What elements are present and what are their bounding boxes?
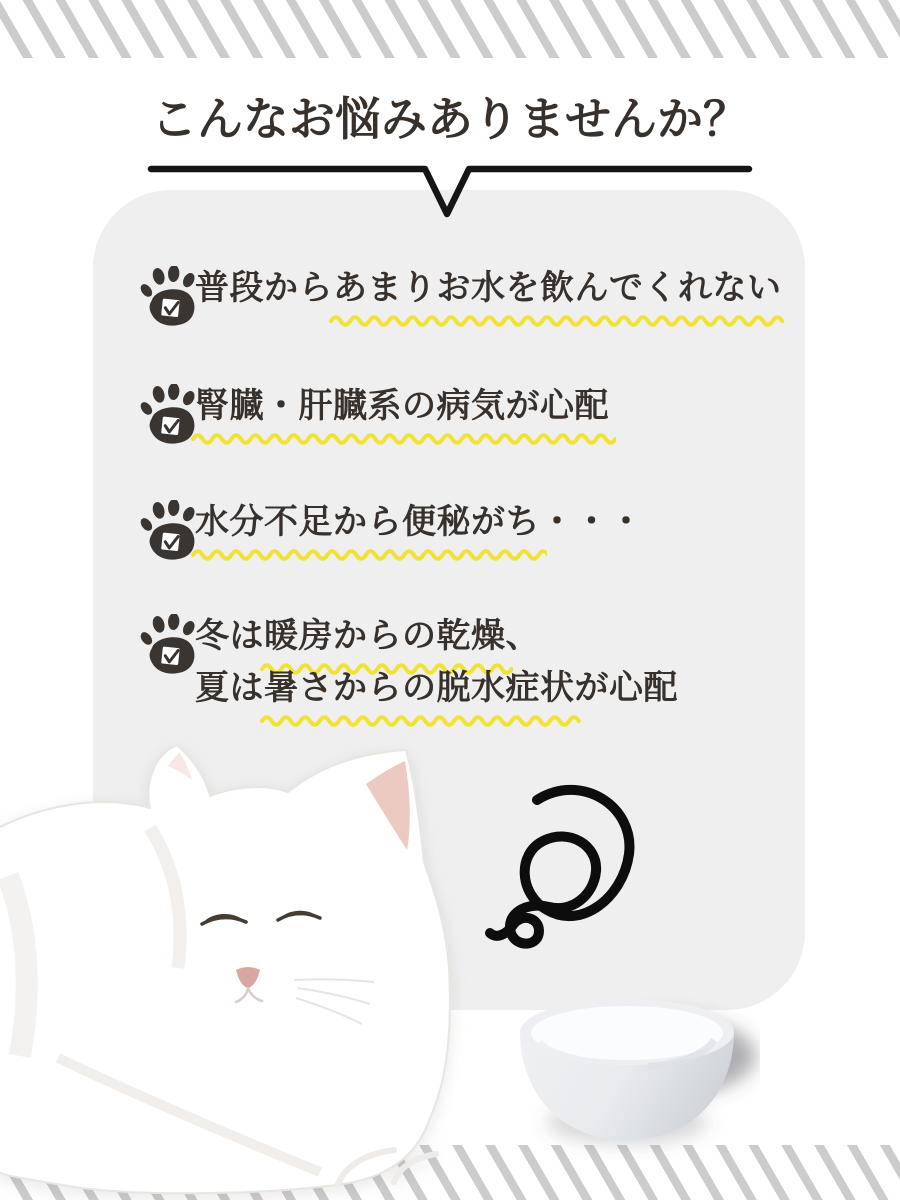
wavy-underline: [328, 313, 789, 329]
plain-text: 、: [505, 616, 540, 656]
speech-pointer-line: [147, 163, 753, 221]
paw-check-icon: [137, 266, 201, 330]
white-cat-photo: [0, 736, 463, 1200]
plain-text: が心配: [574, 668, 678, 708]
concern-text: [195, 496, 644, 548]
emphasized-text: 暑さからの脱水症状: [264, 668, 575, 708]
concern-text: [195, 262, 782, 314]
confusion-scribble-icon: [485, 778, 655, 963]
concern-item: [137, 496, 644, 564]
concern-text: [195, 380, 609, 432]
concern-item: [137, 262, 782, 330]
white-water-bowl: [500, 990, 760, 1160]
emphasized-text: 暖房からの乾燥: [264, 616, 506, 656]
wavy-underline: [190, 431, 616, 447]
concern-text: [195, 610, 678, 714]
plain-text: 冬は: [195, 616, 264, 656]
plain-text: 夏は: [195, 668, 264, 708]
plain-text: ・・・: [540, 502, 644, 542]
concern-item: [137, 610, 678, 714]
wavy-underline: [190, 547, 547, 563]
plain-text: 普段から: [195, 268, 333, 308]
emphasized-text: あまりお水を飲んでくれない: [333, 268, 782, 308]
concern-item: [137, 380, 609, 448]
page-title: こんなお悩みありませんか？: [151, 92, 749, 146]
top-stripe-band: [0, 0, 900, 58]
paw-check-icon: [137, 384, 201, 448]
paw-check-icon: [137, 500, 201, 564]
emphasized-text: 水分不足から便秘がち: [195, 502, 540, 542]
paw-check-icon: [137, 614, 201, 678]
emphasized-text: 腎臓・肝臓系の病気が心配: [195, 386, 609, 426]
